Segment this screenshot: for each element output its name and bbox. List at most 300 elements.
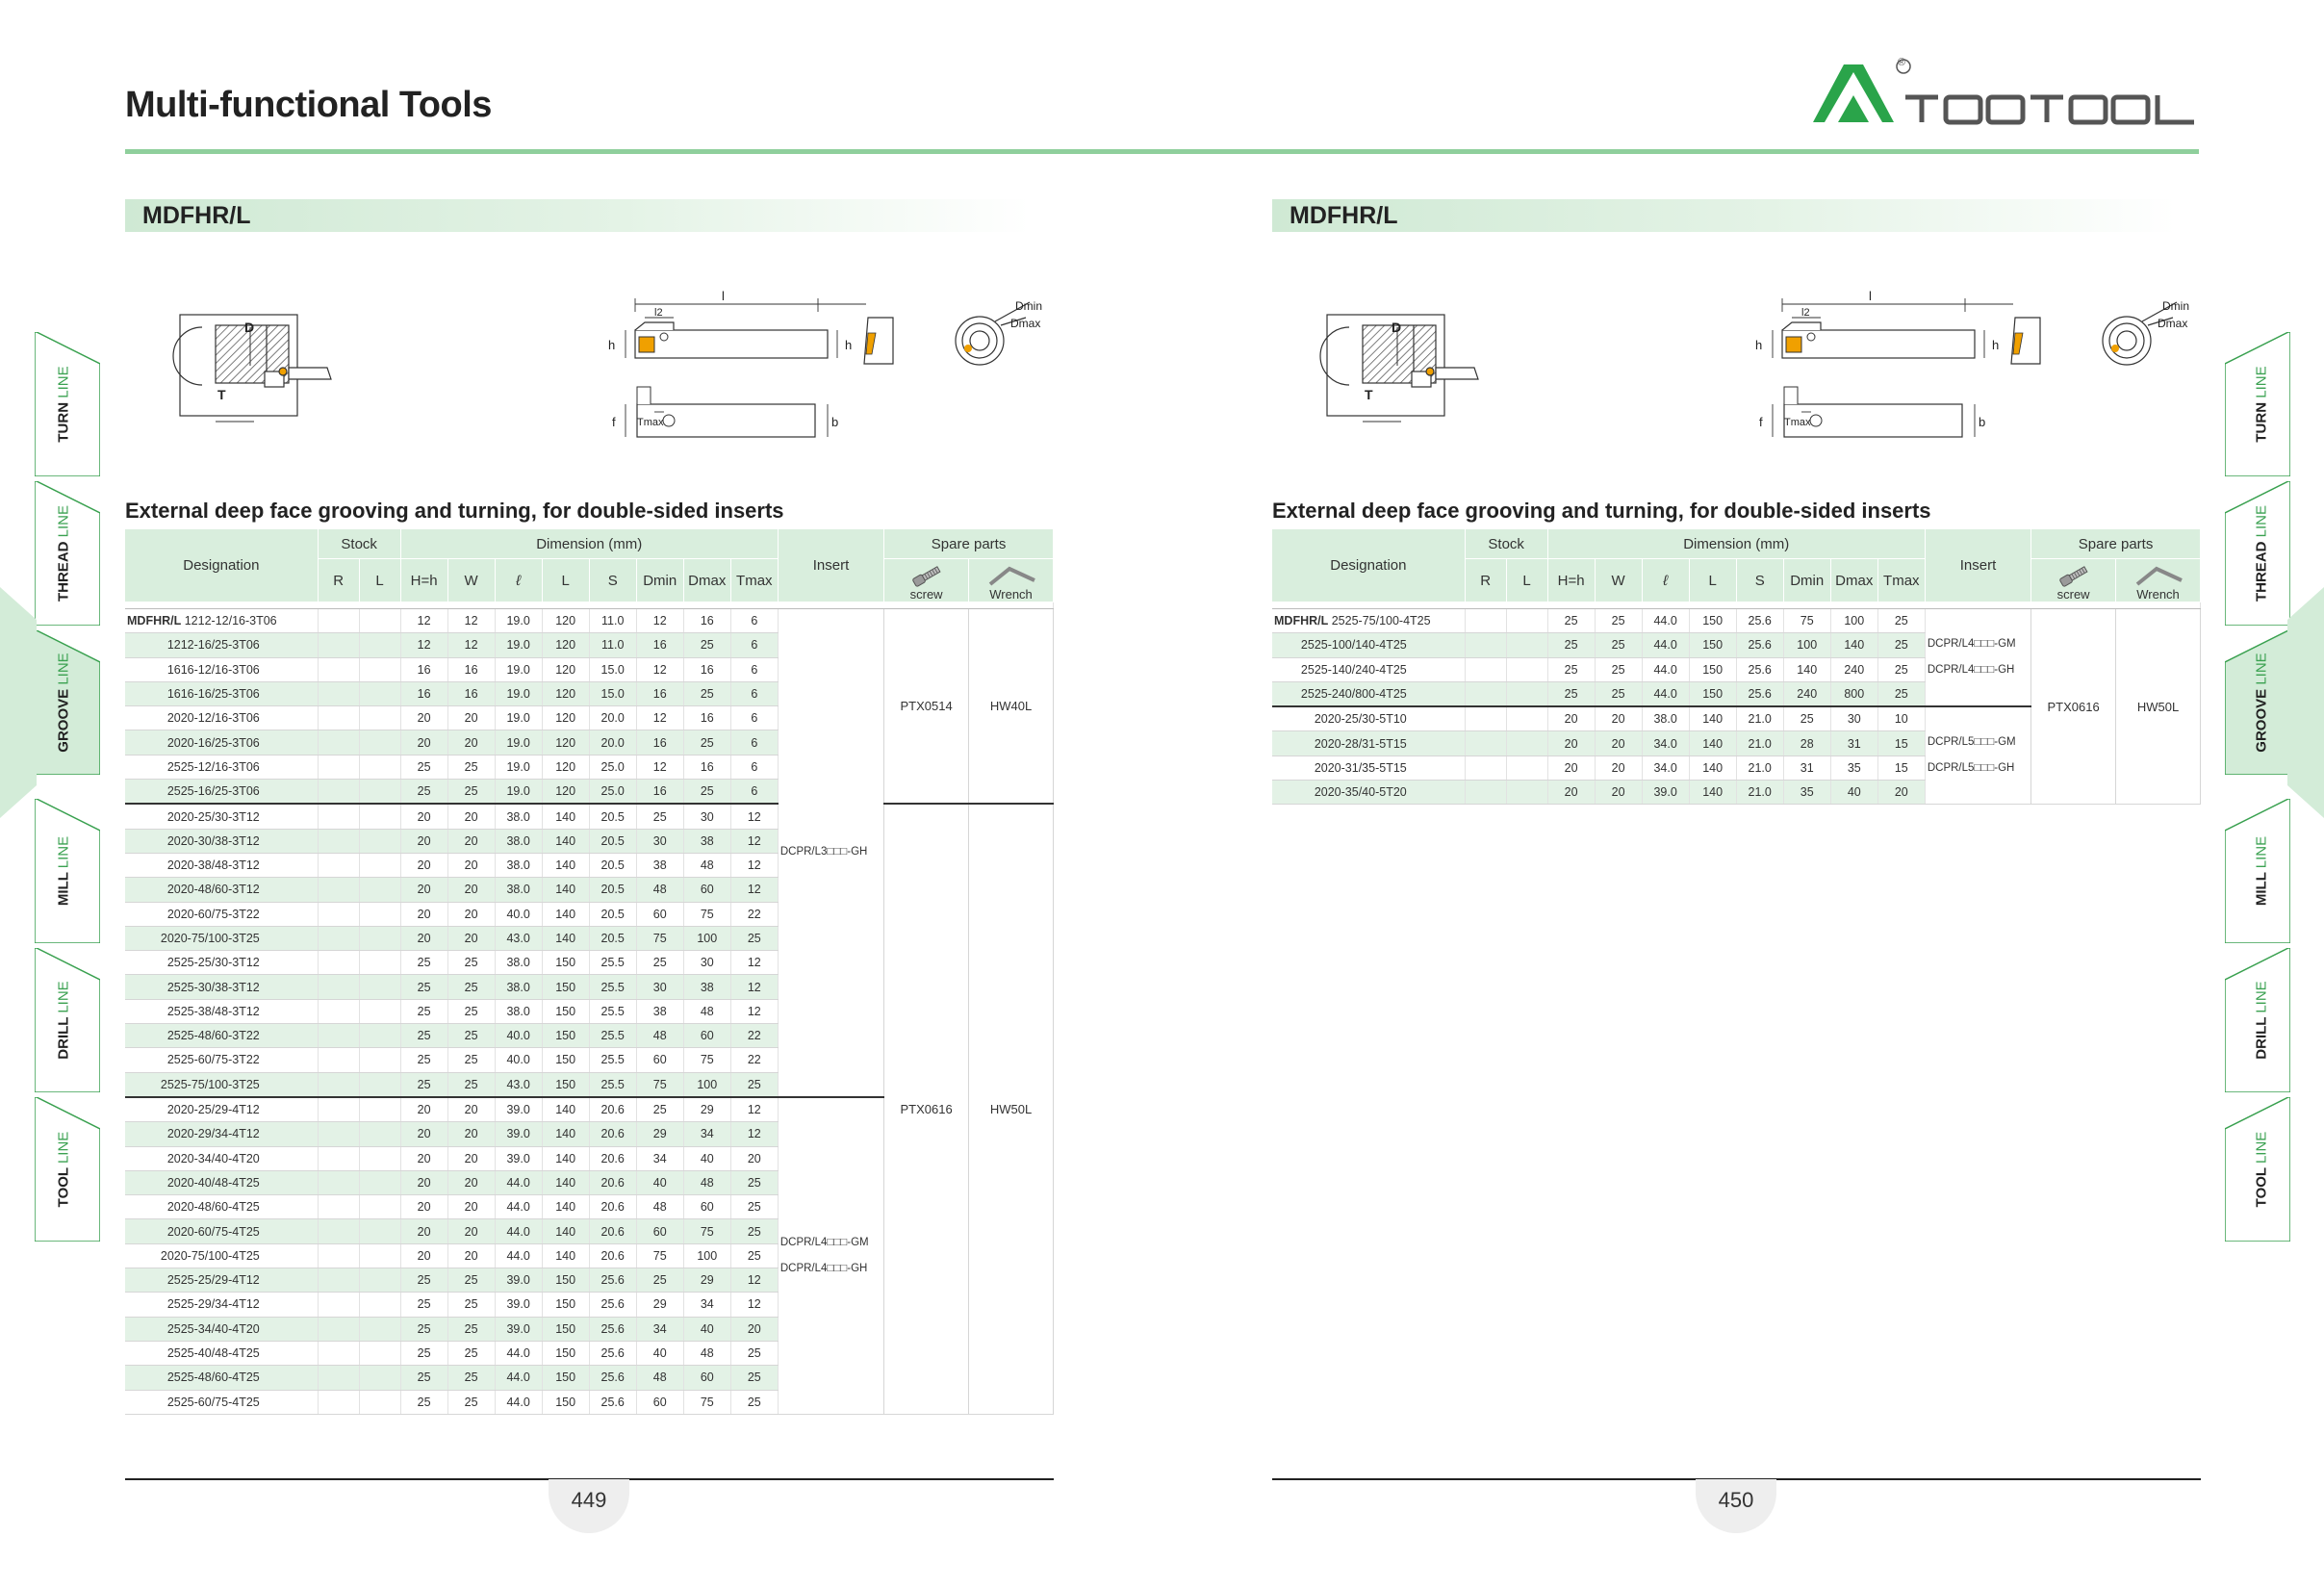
dimension-cell: 22 [730,902,778,926]
dimension-cell: 25 [1877,681,1925,706]
dimension-cell: 38.0 [1642,706,1689,731]
designation-cell: 2525-30/38-3T12 [125,975,318,999]
stock-R-cell [318,1048,359,1072]
col-W: W [447,559,495,602]
stock-R-cell [318,951,359,975]
dimension-cell: 25 [447,1390,495,1414]
stock-R-cell [318,1219,359,1243]
dimension-cell: 25 [400,755,447,779]
dimension-cell: 150 [1689,657,1736,681]
dimension-cell: 20 [1547,781,1595,805]
dimension-cell: 150 [542,951,589,975]
screw-cell: PTX0616 [884,804,969,1414]
dimension-cell: 38.0 [495,975,542,999]
table-subtitle: External deep face grooving and turning, for double-sided inserts [1272,499,1931,523]
dimension-cell: 31 [1783,756,1830,780]
designation-cell: 2020-25/30-5T10 [1272,706,1465,731]
dimension-cell: 100 [683,926,730,950]
stock-L-cell [359,681,400,705]
dimension-cell: 25 [730,1072,778,1097]
dimension-cell: 25.6 [1736,681,1783,706]
designation-cell: 2525-60/75-4T25 [125,1390,318,1414]
dimension-cell: 21.0 [1736,781,1783,805]
dimension-cell: 12 [447,609,495,633]
section-title: MDFHR/L [142,202,251,229]
dimension-cell: 20 [400,1195,447,1219]
dimension-cell: 20 [400,1243,447,1268]
col-stock: Stock [1465,529,1547,559]
dimension-cell: 12 [400,633,447,657]
stock-L-cell [359,878,400,902]
dimension-cell: 12 [730,1097,778,1122]
designation-cell: 1616-16/25-3T06 [125,681,318,705]
dimension-cell: 60 [636,1048,683,1072]
dimension-cell: 25 [400,1341,447,1365]
designation-cell: 1212-16/25-3T06 [125,633,318,657]
col-Dmin: Dmin [1783,559,1830,602]
col-screw: screw [2031,559,2116,602]
dimension-cell: 15 [1877,756,1925,780]
dimension-cell: 20 [447,878,495,902]
dimension-cell: 150 [542,1048,589,1072]
dimension-cell: 25.5 [589,951,636,975]
screw-cell: PTX0616 [2031,609,2116,805]
dim-label-b: b [1979,415,1986,429]
dimension-cell: 22 [730,1048,778,1072]
side-tab-drill[interactable] [2225,948,2298,1092]
dimension-cell: 20 [1595,781,1642,805]
dimension-cell: 19.0 [495,633,542,657]
dimension-cell: 12 [636,755,683,779]
dimension-cell: 240 [1783,681,1830,706]
wrench-cell: HW50L [2116,609,2201,805]
dimension-cell: 38.0 [495,804,542,829]
dimension-cell: 16 [683,755,730,779]
side-tab-mill[interactable] [35,799,108,943]
stock-R-cell [1465,609,1506,633]
stock-L-cell [1506,756,1547,780]
dimension-cell: 25 [447,1366,495,1390]
dimension-cell: 25.5 [589,1024,636,1048]
stock-L-cell [359,1243,400,1268]
dimension-cell: 25 [730,1170,778,1194]
dimension-cell: 140 [542,853,589,877]
dimension-cell: 20.6 [589,1097,636,1122]
stock-R-cell [318,1097,359,1122]
dimension-cell: 40 [683,1146,730,1170]
dimension-cell: 6 [730,681,778,705]
dimension-cell: 20.5 [589,902,636,926]
dimension-cell: 60 [683,1024,730,1048]
col-wrench: Wrench [2116,559,2201,602]
dimension-cell: 29 [636,1293,683,1317]
designation-cell: 2020-25/30-3T12 [125,804,318,829]
registered-mark: ® [1898,57,1906,68]
stock-L-cell [359,1146,400,1170]
designation-cell: 2020-12/16-3T06 [125,706,318,730]
col-dimension: Dimension (mm) [1547,529,1925,559]
dim-label-f: f [1759,415,1763,429]
wrench-icon [983,563,1040,588]
dimension-cell: 30 [683,951,730,975]
dim-label-Dmax: Dmax [2158,317,2188,330]
stock-R-cell [318,1341,359,1365]
dimension-cell: 20 [400,1097,447,1122]
stock-R-cell [318,1072,359,1097]
dim-label-l2: l2 [1801,307,1810,319]
dimension-cell: 140 [542,829,589,853]
dimension-cell: 150 [542,1072,589,1097]
stock-L-cell [359,902,400,926]
dimension-cell: 150 [542,1366,589,1390]
dimension-cell: 25 [730,1195,778,1219]
dimension-cell: 29 [683,1268,730,1293]
col-designation: Designation [125,529,318,602]
dimension-cell: 6 [730,706,778,730]
dimension-cell: 25 [1547,681,1595,706]
side-tab-drill[interactable] [35,948,108,1092]
dimension-cell: 140 [1783,657,1830,681]
stock-L-cell [1506,609,1547,633]
dimension-cell: 20 [400,1219,447,1243]
active-tab-wedge [2286,587,2324,823]
dimension-cell: 12 [636,609,683,633]
stock-L-cell [359,1268,400,1293]
dimension-cell: 25 [636,1268,683,1293]
col-Dmin: Dmin [636,559,683,602]
side-tab-turn[interactable] [35,332,108,476]
dimension-cell: 34 [683,1293,730,1317]
designation-cell: MDFHR/L 1212-12/16-3T06 [125,609,318,633]
dimension-cell: 20 [447,1219,495,1243]
side-tab-tool[interactable] [35,1097,108,1242]
col-designation: Designation [1272,529,1465,602]
dimension-cell: 31 [1830,731,1877,756]
dimension-cell: 12 [730,853,778,877]
dimension-cell: 75 [683,1219,730,1243]
designation-cell: 2525-140/240-4T25 [1272,657,1465,681]
stock-R-cell [318,657,359,681]
stock-L-cell [359,804,400,829]
designation-cell: 2525-75/100-3T25 [125,1072,318,1097]
dimension-cell: 25 [1547,657,1595,681]
dimension-cell: 140 [1689,706,1736,731]
dimension-cell: 15.0 [589,657,636,681]
dimension-cell: 12 [730,829,778,853]
dimension-cell: 30 [1830,706,1877,731]
dimension-cell: 16 [400,657,447,681]
col-insert: Insert [778,529,883,602]
dimension-cell: 39.0 [1642,781,1689,805]
side-tab-label: GROOVE LINE [2253,653,2270,753]
dimension-cell: 40.0 [495,1024,542,1048]
designation-cell: 2525-240/800-4T25 [1272,681,1465,706]
dimension-cell: 25 [730,1219,778,1243]
col-Hh: H=h [1547,559,1595,602]
stock-L-cell [359,1122,400,1146]
stock-L-cell [359,926,400,950]
dimension-cell: 25 [447,1317,495,1341]
stock-R-cell [318,804,359,829]
dimension-cell: 20 [730,1146,778,1170]
dimension-cell: 39.0 [495,1268,542,1293]
dimension-cell: 30 [636,829,683,853]
dimension-cell: 20 [400,853,447,877]
dimension-cell: 100 [1830,609,1877,633]
designation-cell: 2525-25/30-3T12 [125,951,318,975]
stock-R-cell [1465,756,1506,780]
table-subtitle: External deep face grooving and turning, for double-sided inserts [125,499,784,523]
stock-R-cell [1465,657,1506,681]
dim-label-Dmin: Dmin [1015,299,1043,313]
designation-prefix: MDFHR/L [127,614,182,628]
table-row [1272,609,2201,633]
dimension-cell: 20 [447,1146,495,1170]
dimension-cell: 34 [636,1317,683,1341]
side-tab-groove[interactable] [35,630,108,775]
col-S: S [589,559,636,602]
dimension-cell: 20 [447,804,495,829]
dimension-cell: 6 [730,633,778,657]
dimension-cell: 25 [400,1366,447,1390]
dimension-cell: 20 [400,902,447,926]
screw-icon [910,563,943,588]
dimension-cell: 25 [447,780,495,805]
side-tab-turn[interactable] [2225,332,2298,476]
insert-cell: DCPR/L4□□□-GM DCPR/L4□□□-GH [778,1097,883,1414]
col-S: S [1736,559,1783,602]
dimension-cell: 43.0 [495,1072,542,1097]
dimension-cell: 19.0 [495,681,542,705]
stock-R-cell [318,780,359,805]
dimension-cell: 25 [1595,657,1642,681]
stock-R-cell [318,706,359,730]
dimension-cell: 25 [400,1048,447,1072]
designation-cell: 2020-48/60-4T25 [125,1195,318,1219]
col-R: R [1465,559,1506,602]
dimension-cell: 25 [636,804,683,829]
dim-label-b: b [831,415,839,429]
side-tab-label: TURN LINE [55,366,72,443]
side-tab-label: THREAD LINE [55,504,72,602]
dimension-cell: 25 [447,1024,495,1048]
dimension-cell: 20 [400,730,447,755]
dimension-cell: 800 [1830,681,1877,706]
dimension-cell: 44.0 [495,1243,542,1268]
section-bar-right [1272,199,2177,232]
dimension-cell: 25.6 [589,1293,636,1317]
insert-cell: DCPR/L3□□□-GH [778,609,883,1097]
dimension-cell: 11.0 [589,609,636,633]
dimension-cell: 21.0 [1736,706,1783,731]
dimension-cell: 25 [730,1341,778,1365]
dimension-cell: 16 [636,780,683,805]
dimension-cell: 20 [400,1146,447,1170]
designation-cell: 2020-75/100-4T25 [125,1243,318,1268]
dimension-cell: 28 [1783,731,1830,756]
dimension-cell: 75 [683,1390,730,1414]
dimension-cell: 19.0 [495,609,542,633]
header-rule [125,149,2199,154]
col-spare-parts: Spare parts [2031,529,2201,559]
dim-label-h: h [608,338,616,352]
dimension-cell: 12 [730,951,778,975]
wrench-cell: HW40L [969,609,1054,805]
dimension-cell: 48 [683,1170,730,1194]
col-spare-parts: Spare parts [884,529,1054,559]
dimension-cell: 150 [542,1268,589,1293]
dimension-cell: 60 [636,1219,683,1243]
dimension-cell: 39.0 [495,1317,542,1341]
dimension-cell: 20 [447,1170,495,1194]
dimension-cell: 44.0 [495,1341,542,1365]
dimension-cell: 25 [1877,633,1925,657]
dimension-cell: 20 [1547,706,1595,731]
brand-logo [1809,53,2204,140]
dimension-cell: 75 [1783,609,1830,633]
dimension-cell: 30 [636,975,683,999]
stock-R-cell [318,1170,359,1194]
dimension-cell: 150 [542,1317,589,1341]
dimension-cell: 20 [400,804,447,829]
designation-cell: 2525-100/140-4T25 [1272,633,1465,657]
dimension-cell: 25 [730,1243,778,1268]
dimension-cell: 20.6 [589,1146,636,1170]
dimension-cell: 25.5 [589,1048,636,1072]
stock-R-cell [318,1317,359,1341]
dimension-cell: 19.0 [495,780,542,805]
side-tab-label: DRILL LINE [55,981,72,1060]
dimension-cell: 25 [1783,706,1830,731]
dimension-cell: 25 [730,926,778,950]
dimension-cell: 12 [730,999,778,1023]
col-L: L [1506,559,1547,602]
dimension-cell: 75 [683,1048,730,1072]
designation-cell: 2020-75/100-3T25 [125,926,318,950]
table-row [125,609,1054,633]
stock-R-cell [318,1293,359,1317]
dimension-cell: 16 [683,609,730,633]
dimension-cell: 40 [683,1317,730,1341]
dim-label-h: h [845,338,853,352]
col-wrench: Wrench [969,559,1054,602]
dimension-cell: 25 [400,951,447,975]
dimension-cell: 25 [447,1268,495,1293]
dimension-cell: 25 [447,755,495,779]
dimension-cell: 40 [1830,781,1877,805]
dimension-cell: 21.0 [1736,756,1783,780]
dimension-cell: 20 [400,706,447,730]
dimension-cell: 39.0 [495,1122,542,1146]
dimension-cell: 39.0 [495,1146,542,1170]
designation-cell: 2020-34/40-4T20 [125,1146,318,1170]
dimension-cell: 38 [636,999,683,1023]
dimension-cell: 120 [542,780,589,805]
dimension-cell: 40 [636,1170,683,1194]
dimension-cell: 16 [447,657,495,681]
col-l: ℓ [495,559,542,602]
dimension-cell: 140 [1689,756,1736,780]
col-l: ℓ [1642,559,1689,602]
dimension-cell: 25.6 [589,1317,636,1341]
stock-R-cell [1465,781,1506,805]
stock-L-cell [359,1390,400,1414]
stock-L-cell [1506,657,1547,681]
table-row [125,804,1054,829]
dimension-cell: 11.0 [589,633,636,657]
stock-R-cell [318,926,359,950]
dim-label-Dmin: Dmin [2162,299,2190,313]
stock-L-cell [359,1097,400,1122]
side-tab-thread[interactable] [35,481,108,626]
dimension-cell: 39.0 [495,1097,542,1122]
dimension-cell: 60 [683,1366,730,1390]
dimension-cell: 60 [683,1195,730,1219]
col-stock: Stock [318,529,400,559]
stock-L-cell [1506,633,1547,657]
dimension-cell: 20.0 [589,730,636,755]
dimension-cell: 20 [400,926,447,950]
spec-table-left [125,529,1054,1415]
side-tab-label: DRILL LINE [2253,981,2270,1060]
dimension-cell: 25 [400,1024,447,1048]
stock-L-cell [359,1293,400,1317]
dimension-cell: 38.0 [495,853,542,877]
side-tab-label: MILL LINE [2253,835,2270,907]
dimension-cell: 12 [730,804,778,829]
dimension-cell: 25 [447,951,495,975]
dimension-cell: 140 [542,1122,589,1146]
dimension-cell: 20 [400,1122,447,1146]
dimension-cell: 16 [400,681,447,705]
dimension-cell: 75 [636,926,683,950]
dimension-cell: 20 [730,1317,778,1341]
dim-label-h: h [1992,338,2000,352]
designation-cell: 2020-60/75-4T25 [125,1219,318,1243]
dimension-cell: 44.0 [495,1195,542,1219]
designation-cell: 2020-60/75-3T22 [125,902,318,926]
designation-cell: 2020-40/48-4T25 [125,1170,318,1194]
side-tab-label: TOOL LINE [2253,1131,2270,1208]
stock-L-cell [1506,731,1547,756]
stock-L-cell [359,706,400,730]
dimension-cell: 25.6 [589,1341,636,1365]
side-tab-tool[interactable] [2225,1097,2298,1242]
page-number: 450 [1696,1479,1776,1533]
dimension-cell: 44.0 [1642,609,1689,633]
dimension-cell: 75 [636,1072,683,1097]
dimension-cell: 38 [683,829,730,853]
designation-cell: MDFHR/L 2525-75/100-4T25 [1272,609,1465,633]
stock-R-cell [318,1195,359,1219]
designation-cell: 2020-29/34-4T12 [125,1122,318,1146]
col-Dmax: Dmax [683,559,730,602]
screw-cell: PTX0514 [884,609,969,805]
dimension-cell: 140 [542,1219,589,1243]
dimension-cell: 25 [447,1072,495,1097]
dimension-cell: 140 [542,1146,589,1170]
dimension-cell: 120 [542,609,589,633]
dimension-cell: 25.6 [589,1366,636,1390]
dimension-cell: 25 [1595,681,1642,706]
dimension-cell: 20 [447,926,495,950]
dimension-cell: 34.0 [1642,731,1689,756]
dimension-cell: 20.6 [589,1219,636,1243]
dimension-cell: 25 [636,1097,683,1122]
dimension-cell: 60 [636,902,683,926]
dimension-cell: 75 [683,902,730,926]
side-tab-label: TURN LINE [2253,366,2270,443]
